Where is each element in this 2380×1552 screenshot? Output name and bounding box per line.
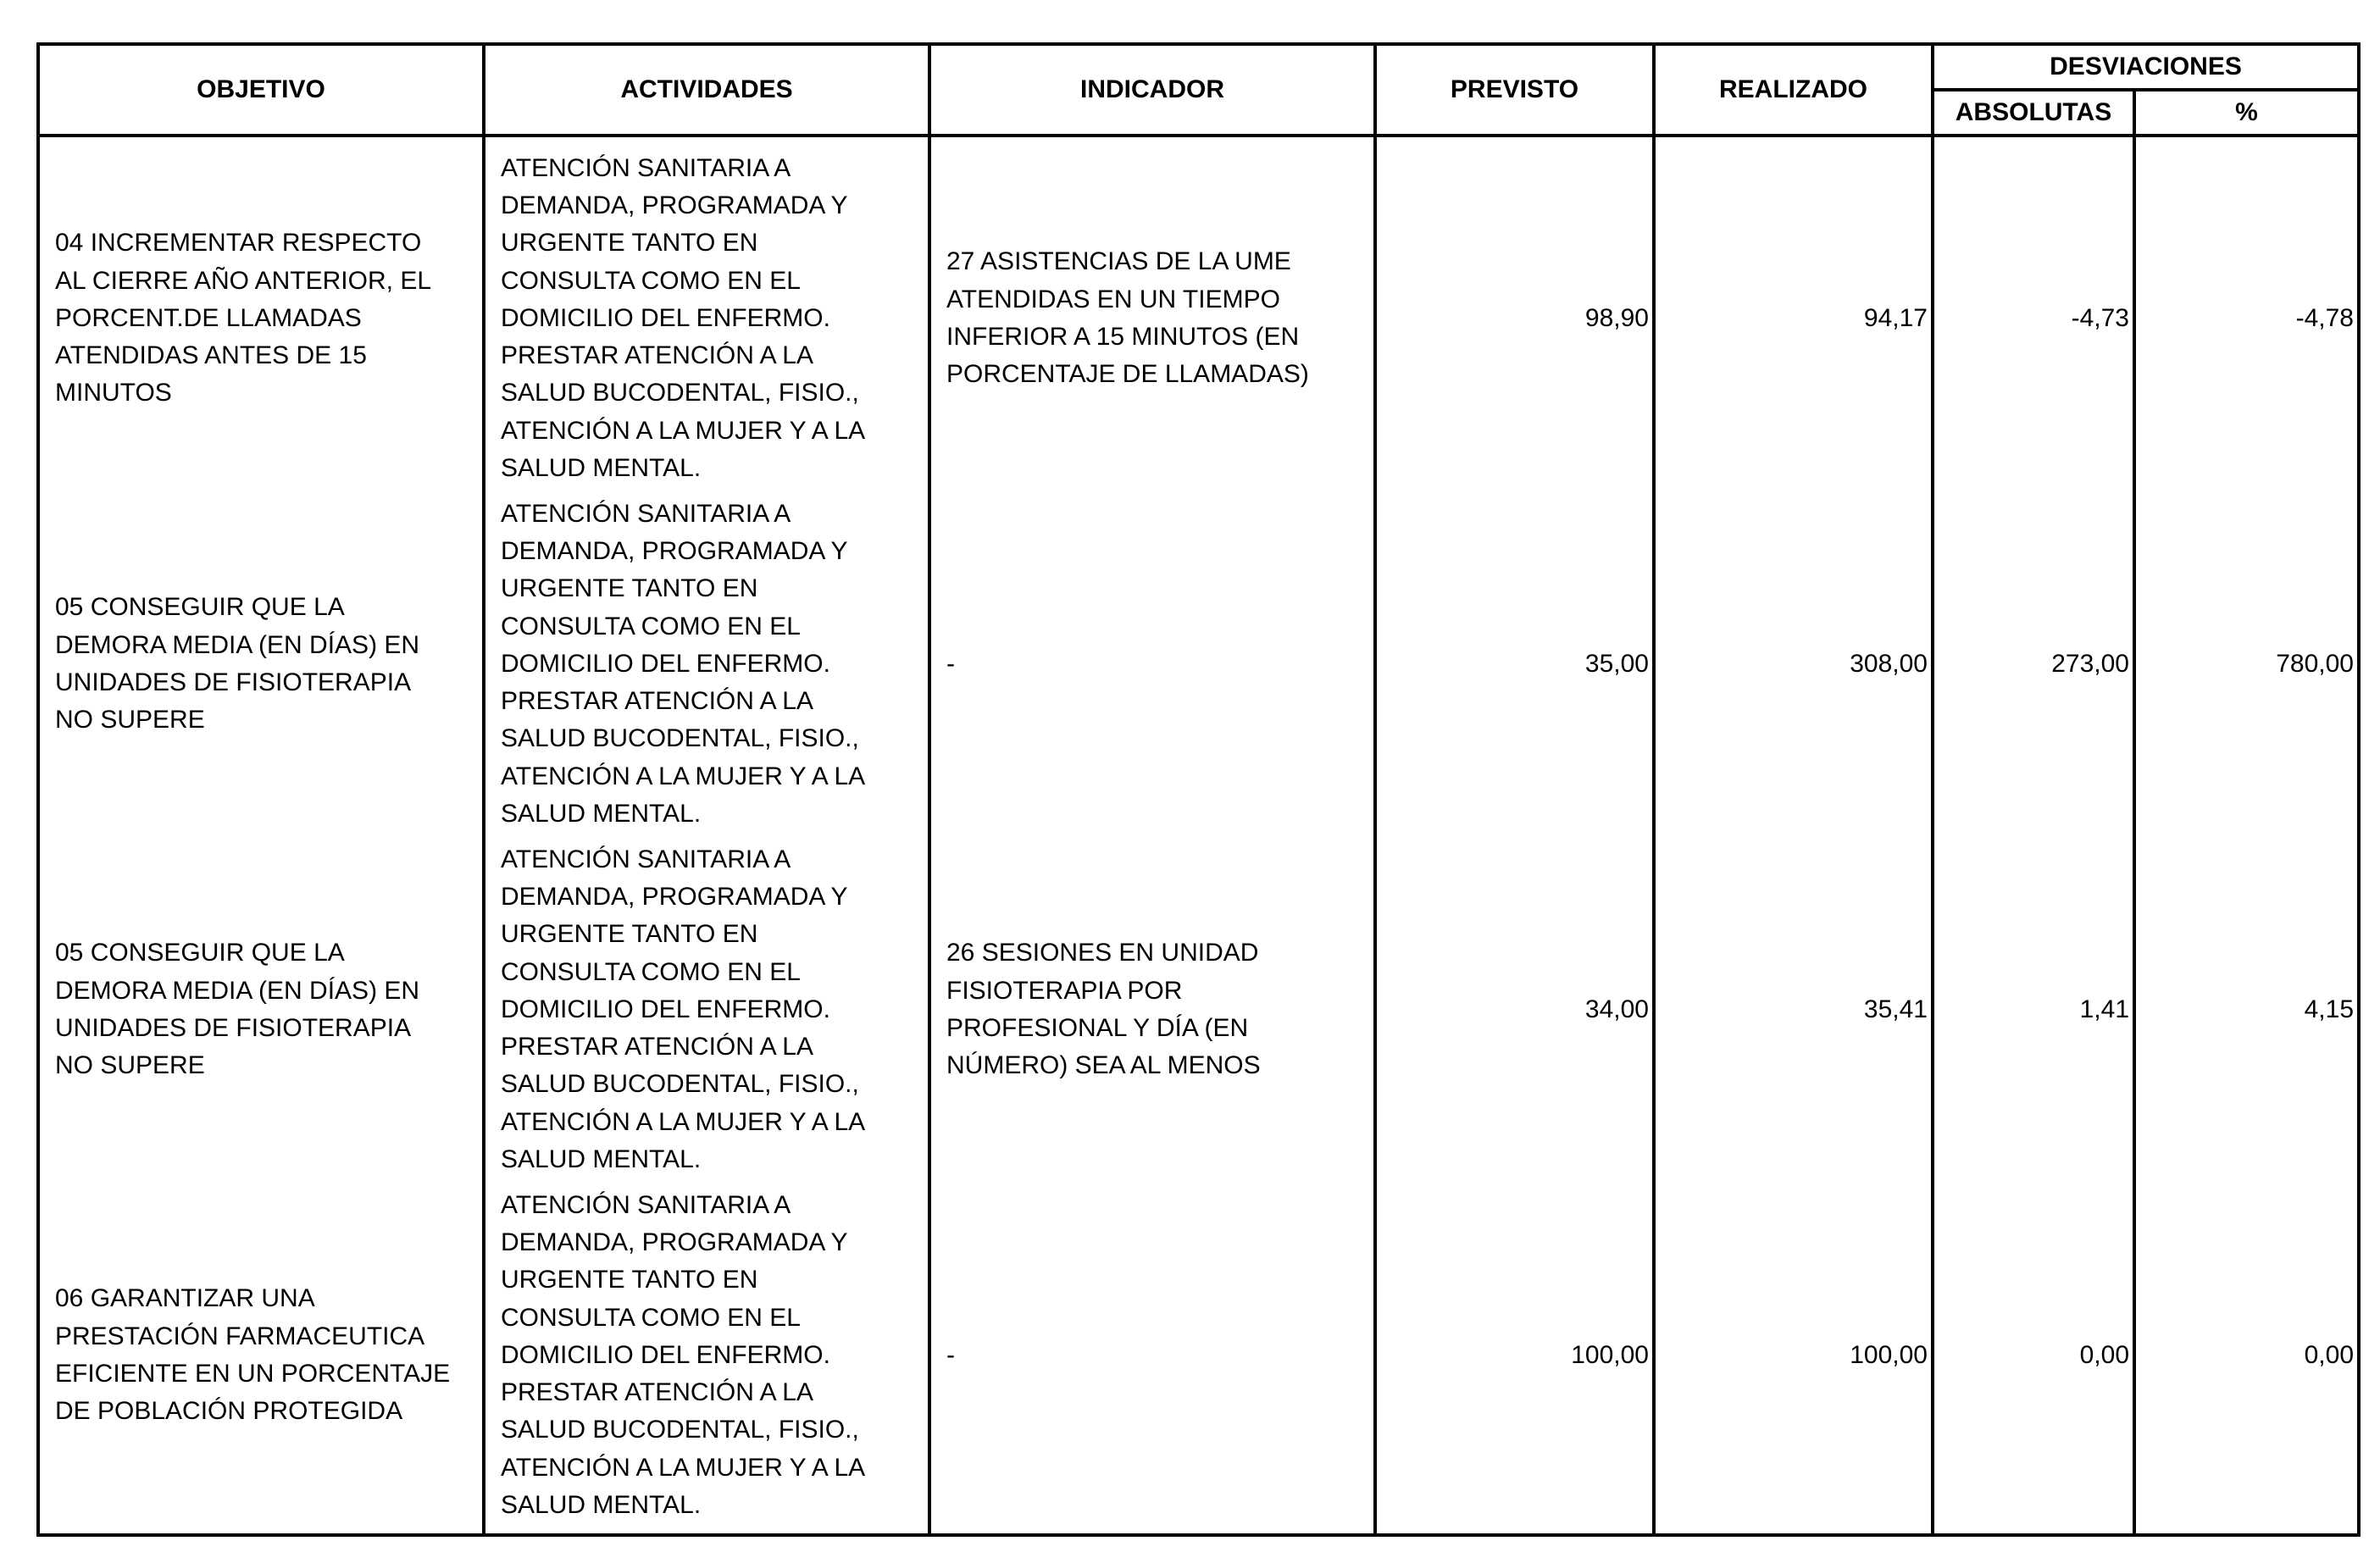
cell-realizado: 308,00 xyxy=(1654,491,1933,837)
cell-line: ATENCIÓN A LA MUJER Y A LA xyxy=(501,762,866,790)
cell-porcentaje: -4,78 xyxy=(2134,136,2359,491)
header-previsto: PREVISTO xyxy=(1375,44,1654,136)
cell-previsto: 35,00 xyxy=(1375,491,1654,837)
cell-line: PRESTAR ATENCIÓN A LA xyxy=(501,1033,813,1061)
cell-line: ATENCIÓN A LA MUJER Y A LA xyxy=(501,416,866,445)
cell-line: DEMANDA, PROGRAMADA Y xyxy=(501,1228,848,1256)
cell-absolutas: 273,00 xyxy=(1933,491,2134,837)
cell-line: ATENCIÓN A LA MUJER Y A LA xyxy=(501,1453,866,1482)
cell-indicador xyxy=(929,491,1375,837)
cell-actividades xyxy=(484,1183,929,1535)
cell-line: URGENTE TANTO EN xyxy=(501,229,758,258)
cell-line: CONSULTA COMO EN EL xyxy=(501,266,801,295)
cell-previsto: 34,00 xyxy=(1375,837,1654,1183)
cell-line: MINUTOS xyxy=(55,379,172,407)
cell-line: FISIOTERAPIA POR xyxy=(946,976,1183,1005)
cell-line: SALUD BUCODENTAL, FISIO., xyxy=(501,379,859,407)
cell-line: - xyxy=(946,649,955,678)
cell-line: PORCENTAJE DE LLAMADAS) xyxy=(946,360,1309,389)
cell-line: ATENDIDAS ANTES DE 15 xyxy=(55,341,367,370)
cell-indicador xyxy=(929,837,1375,1183)
cell-porcentaje: 780,00 xyxy=(2134,491,2359,837)
cell-line: URGENTE TANTO EN xyxy=(501,920,758,949)
cell-line: ATENCIÓN SANITARIA A xyxy=(501,1190,791,1219)
cell-line: ATENCIÓN SANITARIA A xyxy=(501,845,791,873)
cell-realizado: 35,41 xyxy=(1654,837,1933,1183)
cell-line: SALUD BUCODENTAL, FISIO., xyxy=(501,724,859,753)
cell-line: DEMORA MEDIA (EN DÍAS) EN xyxy=(55,976,420,1005)
cell-porcentaje: 0,00 xyxy=(2134,1183,2359,1535)
cell-previsto: 98,90 xyxy=(1375,136,1654,491)
cell-line: 06 GARANTIZAR UNA xyxy=(55,1284,315,1313)
cell-objetivo xyxy=(38,837,484,1183)
cell-line: DE POBLACIÓN PROTEGIDA xyxy=(55,1397,403,1426)
header-porcentaje: % xyxy=(2134,90,2359,136)
cell-line: CONSULTA COMO EN EL xyxy=(501,1303,801,1332)
cell-line: 27 ASISTENCIAS DE LA UME xyxy=(946,247,1291,276)
cell-line: NO SUPERE xyxy=(55,706,205,734)
cell-line: DOMICILIO DEL ENFERMO. xyxy=(501,1340,830,1369)
cell-line: NÚMERO) SEA AL MENOS xyxy=(946,1051,1261,1080)
cell-line: DOMICILIO DEL ENFERMO. xyxy=(501,649,830,678)
table-row xyxy=(38,136,2359,491)
header-indicador: INDICADOR xyxy=(929,44,1375,136)
cell-line: SALUD BUCODENTAL, FISIO., xyxy=(501,1070,859,1099)
cell-porcentaje: 4,15 xyxy=(2134,837,2359,1183)
cell-previsto: 100,00 xyxy=(1375,1183,1654,1535)
cell-line: - xyxy=(946,1340,955,1369)
cell-actividades xyxy=(484,136,929,491)
cell-line: ATENCIÓN SANITARIA A xyxy=(501,499,791,528)
cell-line: DEMORA MEDIA (EN DÍAS) EN xyxy=(55,630,420,659)
cell-absolutas: -4,73 xyxy=(1933,136,2134,491)
cell-realizado: 94,17 xyxy=(1654,136,1933,491)
cell-line: NO SUPERE xyxy=(55,1051,205,1080)
cell-line: ATENCIÓN SANITARIA A xyxy=(501,153,791,182)
cell-line: SALUD BUCODENTAL, FISIO., xyxy=(501,1416,859,1444)
table-header xyxy=(38,44,2359,136)
cell-line: ATENDIDAS EN UN TIEMPO xyxy=(946,285,1280,313)
cell-objetivo xyxy=(38,491,484,837)
cell-line: URGENTE TANTO EN xyxy=(501,1266,758,1294)
cell-line: PRESTAR ATENCIÓN A LA xyxy=(501,687,813,716)
cell-line: SALUD MENTAL. xyxy=(501,1145,702,1174)
objectives-table xyxy=(36,42,2361,1537)
cell-indicador xyxy=(929,1183,1375,1535)
cell-actividades xyxy=(484,837,929,1183)
cell-indicador xyxy=(929,136,1375,491)
cell-line: PORCENT.DE LLAMADAS xyxy=(55,303,362,332)
table-body xyxy=(38,136,2359,1535)
cell-absolutas: 0,00 xyxy=(1933,1183,2134,1535)
cell-line: 26 SESIONES EN UNIDAD xyxy=(946,939,1259,967)
table-row xyxy=(38,837,2359,1183)
cell-line: DEMANDA, PROGRAMADA Y xyxy=(501,882,848,911)
cell-line: CONSULTA COMO EN EL xyxy=(501,957,801,986)
cell-line: DEMANDA, PROGRAMADA Y xyxy=(501,191,848,219)
cell-line: SALUD MENTAL. xyxy=(501,454,702,483)
cell-line: PRESTACIÓN FARMACEUTICA xyxy=(55,1322,425,1350)
cell-line: SALUD MENTAL. xyxy=(501,800,702,829)
table-row xyxy=(38,491,2359,837)
cell-objetivo xyxy=(38,1183,484,1535)
header-actividades: ACTIVIDADES xyxy=(484,44,929,136)
cell-line: SALUD MENTAL. xyxy=(501,1491,702,1520)
cell-line: ATENCIÓN A LA MUJER Y A LA xyxy=(501,1107,866,1136)
cell-line: PROFESIONAL Y DÍA (EN xyxy=(946,1014,1249,1042)
cell-line: 04 INCREMENTAR RESPECTO xyxy=(55,229,422,258)
cell-line: EFICIENTE EN UN PORCENTAJE xyxy=(55,1360,451,1388)
cell-line: UNIDADES DE FISIOTERAPIA xyxy=(55,668,412,696)
header-desviaciones: DESVIACIONES xyxy=(1933,44,2359,90)
header-objetivo: OBJETIVO xyxy=(38,44,484,136)
cell-line: URGENTE TANTO EN xyxy=(501,574,758,603)
cell-realizado: 100,00 xyxy=(1654,1183,1933,1535)
header-realizado: REALIZADO xyxy=(1654,44,1933,136)
header-absolutas: ABSOLUTAS xyxy=(1933,90,2134,136)
cell-line: PRESTAR ATENCIÓN A LA xyxy=(501,341,813,370)
cell-line: UNIDADES DE FISIOTERAPIA xyxy=(55,1014,412,1042)
cell-line: AL CIERRE AÑO ANTERIOR, EL xyxy=(55,266,432,295)
cell-line: CONSULTA COMO EN EL xyxy=(501,612,801,640)
table-row xyxy=(38,1183,2359,1535)
cell-line: INFERIOR A 15 MINUTOS (EN xyxy=(946,323,1300,351)
cell-line: PRESTAR ATENCIÓN A LA xyxy=(501,1378,813,1407)
cell-line: 05 CONSEGUIR QUE LA xyxy=(55,939,345,967)
cell-line: DOMICILIO DEL ENFERMO. xyxy=(501,303,830,332)
cell-actividades xyxy=(484,491,929,837)
cell-line: DEMANDA, PROGRAMADA Y xyxy=(501,536,848,565)
cell-line: DOMICILIO DEL ENFERMO. xyxy=(501,995,830,1023)
cell-line: 05 CONSEGUIR QUE LA xyxy=(55,593,345,622)
cell-objetivo xyxy=(38,136,484,491)
cell-absolutas: 1,41 xyxy=(1933,837,2134,1183)
